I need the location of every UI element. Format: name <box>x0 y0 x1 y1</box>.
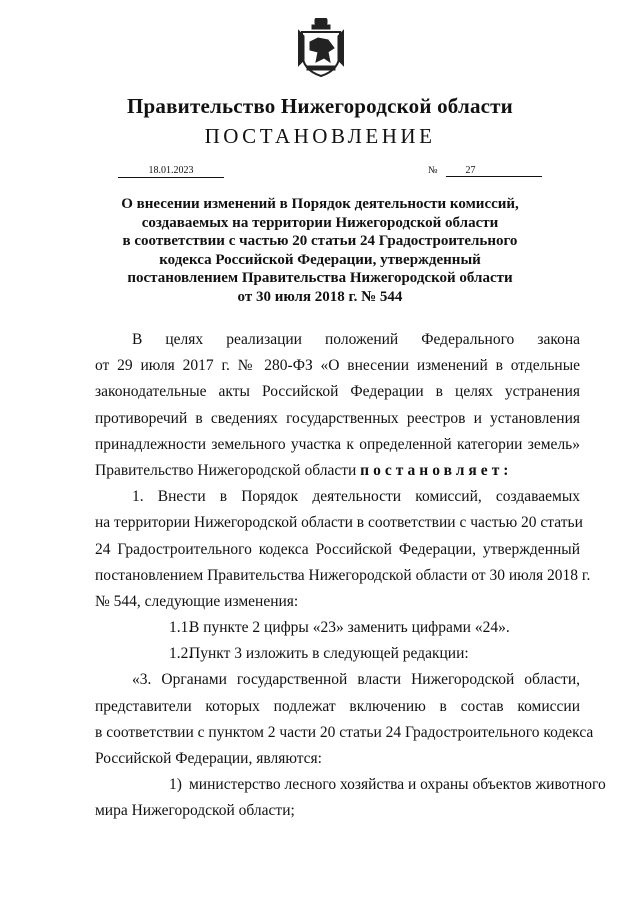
body-line: противоречий в сведениях государственных реестров и установления <box>95 409 580 427</box>
body-line <box>95 458 580 484</box>
body-line: В целях реализации положений Федерального закона <box>132 331 580 348</box>
body-line: принадлежности земельного участка к определенной категории земель» <box>95 435 580 453</box>
title-line: от 30 июля 2018 г. № 544 <box>237 288 403 305</box>
list-item <box>95 641 580 667</box>
body-line: № 544, следующие изменения: <box>95 592 299 610</box>
document-date: 18.01.2023 <box>118 165 224 178</box>
title-line: О внесении изменений в Порядок деятельности комиссий, <box>121 196 519 212</box>
body-line: от 29 июля 2017 г. № 280-ФЗ «О внесении изменений в отдельные <box>95 357 580 375</box>
body-line: 1. Внести в Порядок деятельности комиссий, создаваемых <box>132 488 580 506</box>
body-line: постановлением Правительства Нижегородской области от 30 июля 2018 г. <box>95 566 591 584</box>
body-line: мира Нижегородской области; <box>95 802 295 820</box>
item-number: 1) <box>169 776 182 794</box>
document-title <box>90 195 550 306</box>
body-line: Российской Федерации, являются: <box>95 750 322 767</box>
item-text: Пункт 3 изложить в следующей редакции: <box>189 645 469 663</box>
body-line: 24 Градостроительного кодекса Российской Федерации, утвержденный <box>95 540 580 558</box>
number-value: 27 <box>446 165 542 177</box>
number-label: № <box>428 165 438 176</box>
title-line: постановлением Правительства Нижегородской области <box>127 270 513 286</box>
body-line: законодательные акты Российской Федерации в целях устранения <box>95 383 580 401</box>
body-line: в соответствии с пунктом 2 части 20 статьи 24 Градостроительного кодекса <box>95 723 594 741</box>
government-title: Правительство Нижегородской области <box>127 94 513 118</box>
title-line: создаваемых на территории Нижегородской области <box>141 214 499 231</box>
item-number: 1.1. <box>169 619 193 637</box>
body-line: «3. Органами государственной власти Нижегородской области, <box>132 671 580 689</box>
body-text: Правительство Нижегородской области <box>95 461 357 479</box>
document-type: ПОСТАНОВЛЕНИЕ <box>204 124 436 148</box>
body-line: представители которых подлежат включению в состав комиссии <box>95 697 580 715</box>
coat-of-arms-icon <box>298 18 344 78</box>
decree-word: постановляет: <box>360 461 513 479</box>
item-number: 1.2. <box>169 645 193 663</box>
document-body <box>95 327 606 825</box>
item-text: В пункте 2 цифры «23» заменить цифрами «24». <box>189 619 510 637</box>
title-line: кодекса Российской Федерации, утвержденный <box>159 251 481 268</box>
list-item <box>95 772 606 798</box>
document-number <box>428 165 542 177</box>
item-text: министерство лесного хозяйства и охраны объектов животного <box>189 776 606 794</box>
title-line: в соответствии с частью 20 статьи 24 Градостроительного <box>122 233 518 249</box>
list-item <box>95 615 580 641</box>
body-line: на территории Нижегородской области в соответствии с частью 20 статьи <box>95 514 583 532</box>
